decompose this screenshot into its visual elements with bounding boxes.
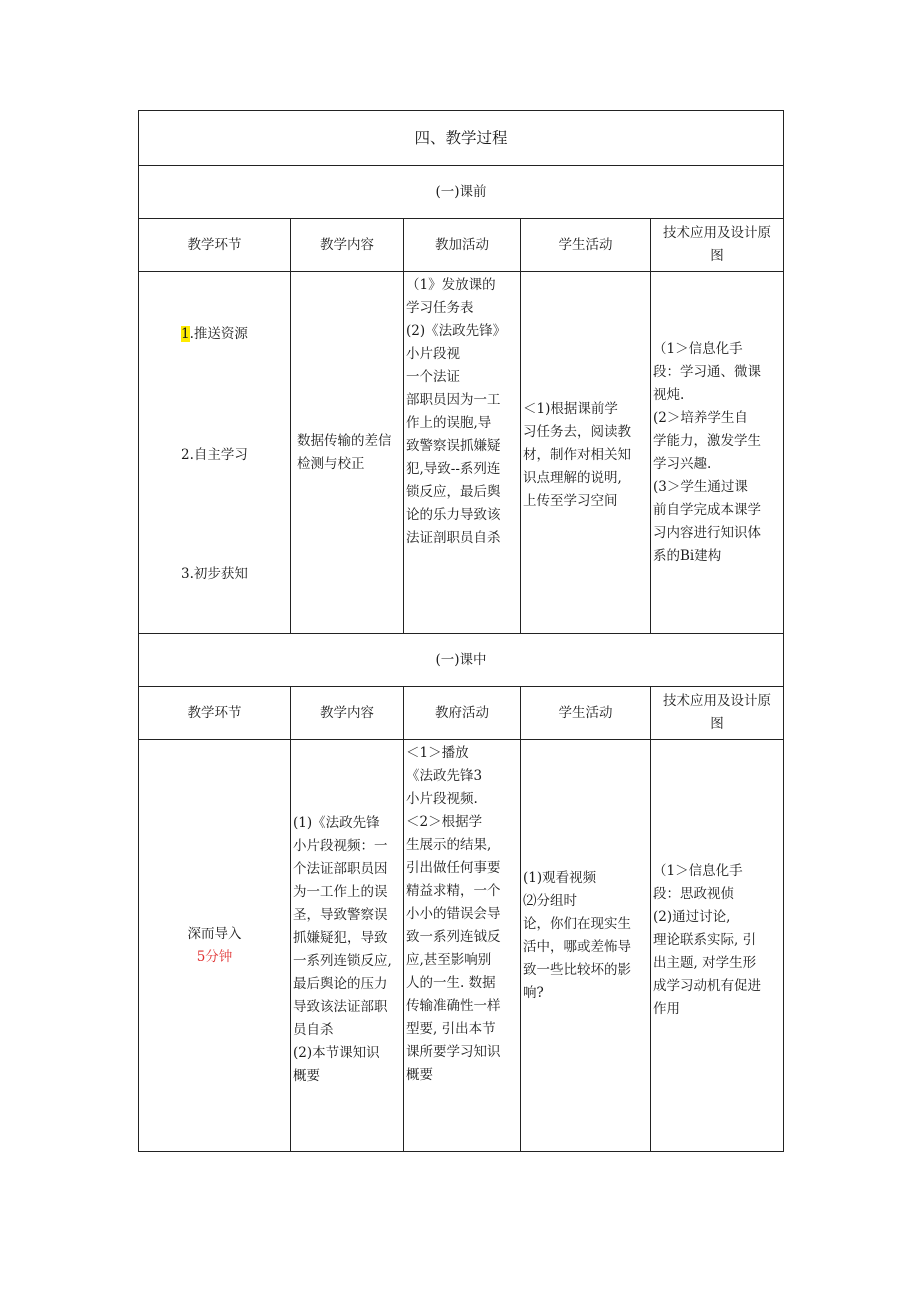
header-stage: 教学环节 — [139, 687, 291, 740]
header-student-activity: 学生活动 — [521, 219, 651, 272]
header-tech-design: 技术应用及设计原 图 — [651, 219, 784, 272]
table-title: 四、教学过程 — [139, 111, 784, 166]
section-heading-pre-class: (一)课前 — [139, 166, 784, 219]
tech-design-cell: （1＞信息化手 段：思政视侦 (2)通过讨论, 理论联系实际, 引 出主题, 对学生形 成学习动机有促进 作用 — [651, 740, 784, 1152]
stage-1-label: .推送资源 — [189, 325, 248, 342]
stage-1-number: 1 — [181, 325, 190, 342]
stage-3: 3.初步获知 — [181, 565, 248, 582]
table-row — [139, 272, 784, 634]
header-content: 教学内容 — [291, 687, 404, 740]
content-cell: 数据传输的差信 检测与校正 — [291, 272, 404, 634]
header-teacher-activity: 教加活动 — [404, 219, 521, 272]
header-student-activity: 学生活动 — [521, 687, 651, 740]
stage-2: 2.自主学习 — [181, 446, 248, 463]
section-heading-in-class: (一)课中 — [139, 634, 784, 687]
student-activity-cell: ＜1)根据课前学 习任务去，阅读教 材，制作对相关知 识点理解的说明, 上传至学习空间 — [521, 272, 651, 634]
teacher-activity-cell: （1》发放课的 学习任务表 (2)《法政先锋》 小片段视 一个法证 部职员因为一工 作上的误胞,导 致警察误抓嫌疑 犯,导致--系列连 锁反应，最后舆 论的乐力导致该 法证剖职员自杀 — [404, 272, 521, 634]
teacher-activity-cell: ＜1＞播放 《法政先锋3 小片段视频. ＜2＞根据学 生展示的结果, 引出做任何事要 精益求精，一个 小小的错误会导 致一系列连钺反 应,甚至影响别 人的一生. 数据 传输准确性一样 型要, 引出本节 课所要学习知识 概要 — [404, 740, 521, 1152]
stage-cell — [139, 740, 291, 1152]
stage-cell — [139, 272, 291, 634]
table-row — [139, 740, 784, 1152]
teaching-process-table — [138, 110, 783, 1152]
header-row — [139, 687, 784, 740]
header-stage: 教学环节 — [139, 219, 291, 272]
stage-time: 5分钟 — [196, 948, 233, 965]
stage-1 — [139, 323, 290, 346]
stage-name: 深而导入 — [187, 925, 242, 942]
student-activity-cell: (1)观看视频 ⑵分组时 论，你们在现实生 活中，哪或差怖导 致一些比较坏的影 响? — [521, 740, 651, 1152]
tech-design-cell: （1＞信息化手 段：学习通、微课 视炖. (2＞培养学生自 学能力，激发学生 学习兴趣. (3＞学生通过课 前自学完成本课学 习内容进行知识体 系的Bi建构 — [651, 272, 784, 634]
header-row — [139, 219, 784, 272]
header-content: 教学内容 — [291, 219, 404, 272]
header-tech-design: 技术应用及设计原 图 — [651, 687, 784, 740]
content-cell: (1)《法政先锋 小片段视频：一 个法证部职员因 为一工作上的误 圣，导致警察误 抓嫌疑犯，导致 一系列连锁反应, 最后舆论的压力 导致该法证部职 员自杀 (2)本节课知识 概要 — [291, 740, 404, 1152]
header-teacher-activity: 教府活动 — [404, 687, 521, 740]
